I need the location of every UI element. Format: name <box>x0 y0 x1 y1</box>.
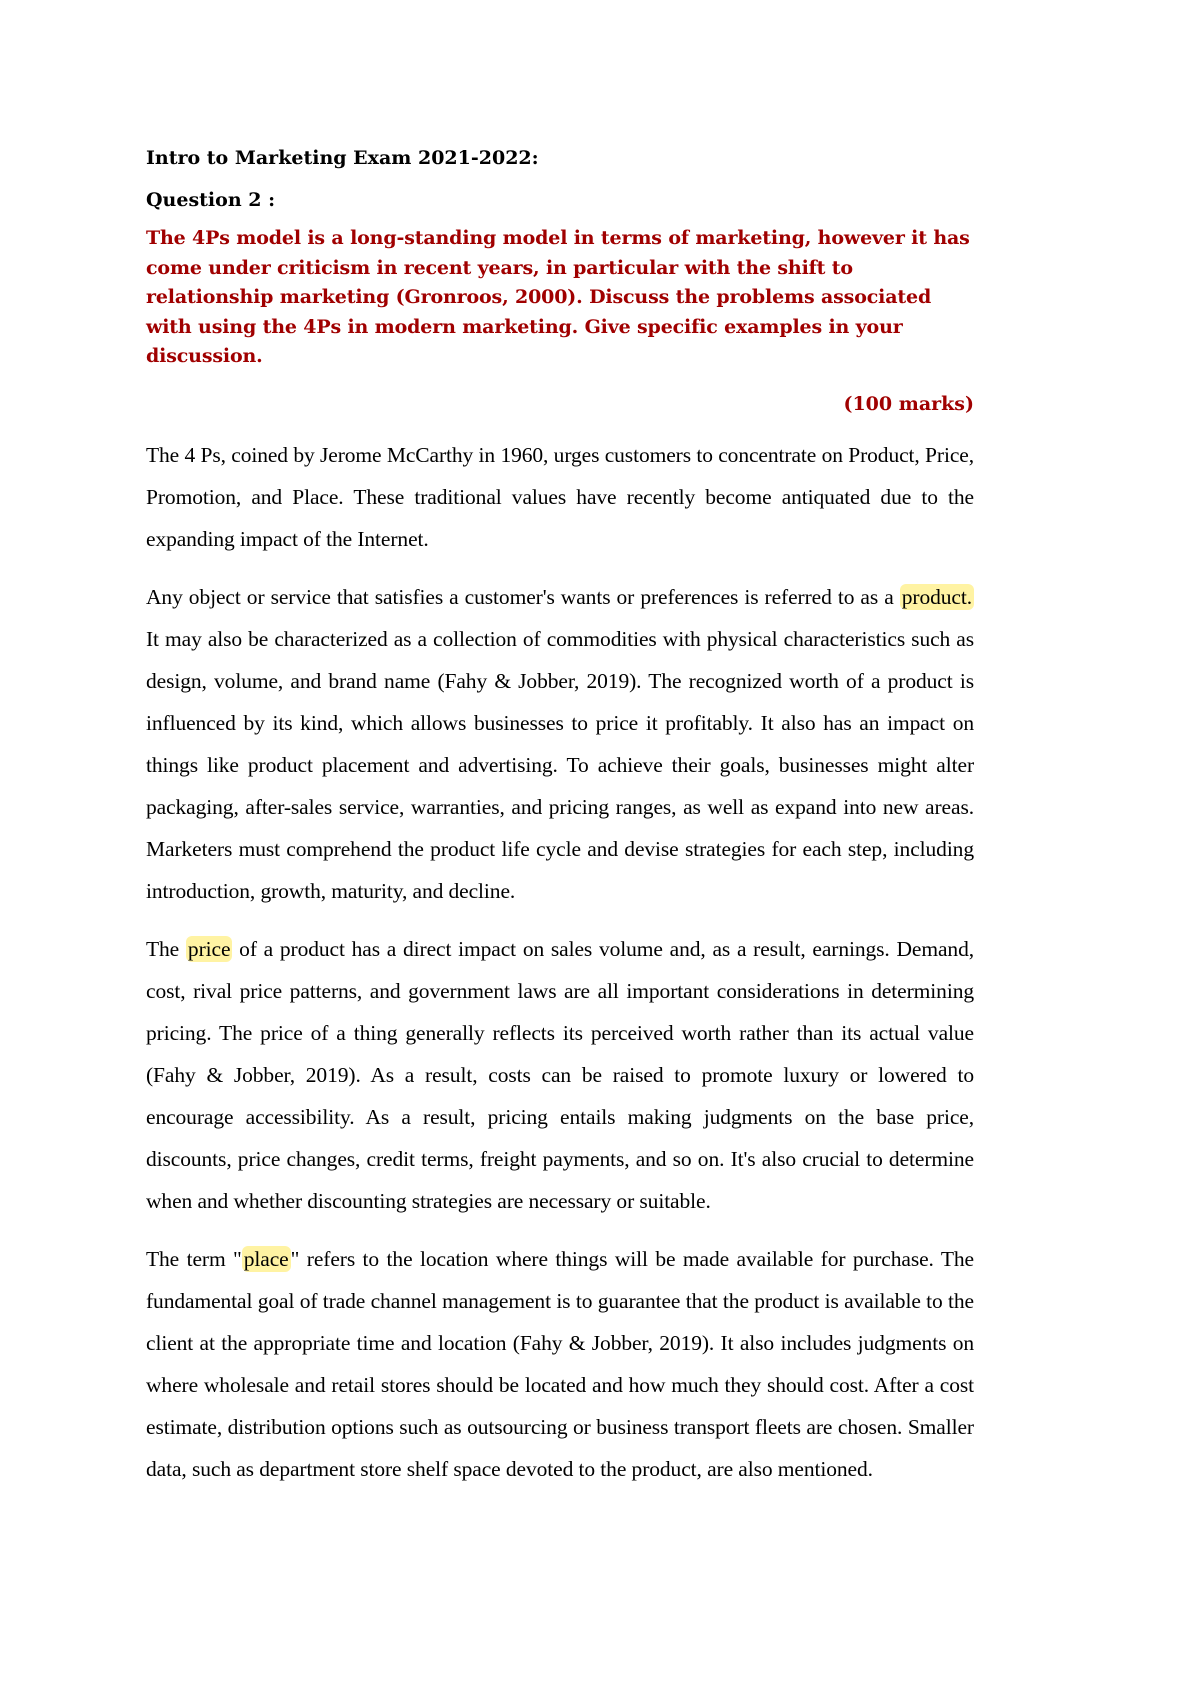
question-prompt: The 4Ps model is a long-standing model in terms of marketing, however it has come under criticism in recent years, in particular with the shift to relationship marketing (Gronroos, 2000). Discuss the problems associated with using the 4Ps in modern marketing. Give specific examples in your discussion. <box>146 227 970 367</box>
question-label: Question 2 : <box>146 189 276 211</box>
product-paragraph <box>146 576 974 912</box>
product-text-before: Any object or service that satisfies a customer's wants or preferences is referred to as a <box>146 584 900 609</box>
document-title: Intro to Marketing Exam 2021-2022: <box>146 147 539 169</box>
intro-paragraph: The 4 Ps, coined by Jerome McCarthy in 1960, urges customers to concentrate on Product, Price, Promotion, and Place. These traditional values have recently become antiquated due to the expanding impact of the Internet. <box>146 442 974 551</box>
place-text-after: " refers to the location where things will be made available for purchase. The fundamental goal of trade channel management is to guarantee that the product is available to the client at the appropriate time and location (Fahy & Jobber, 2019). It also includes judgments on where wholesale and retail stores should be located and how much they should cost. After a cost estimate, distribution options such as outsourcing or business transport fleets are chosen. Smaller data, such as department store shelf space devoted to the product, are also mentioned. <box>146 1246 975 1481</box>
product-text-after: It may also be characterized as a collection of commodities with physical characteristics such as design, volume, and brand name (Fahy & Jobber, 2019). The recognized worth of a product is influenced by its kind, which allows businesses to price it profitably. It also has an impact on things like product placement and advertising. To achieve their goals, businesses might alter packaging, after-sales service, warranties, and pricing ranges, as well as expand into new areas. Marketers must comprehend the product life cycle and devise strategies for each step, including introduction, growth, maturity, and decline. <box>146 626 974 903</box>
product-highlight: product. <box>901 584 972 609</box>
price-paragraph <box>146 928 974 1222</box>
price-text-after: of a product has a direct impact on sales volume and, as a result, earnings. Demand, cost, rival price patterns, and government laws are all important considerations in determining pricing. The price of a thing generally reflects its perceived worth rather than its actual value (Fahy & Jobber, 2019). As a result, costs can be raised to promote luxury or lowered to encourage accessibility. As a result, pricing entails making judgments on the base price, discounts, price changes, credit terms, freight payments, and so on. It's also crucial to determine when and whether discounting strategies are necessary or suitable. <box>146 936 975 1213</box>
place-paragraph <box>146 1238 974 1490</box>
price-highlight: price <box>187 936 231 961</box>
place-text-before: The term " <box>146 1246 242 1271</box>
place-highlight: place <box>243 1246 289 1271</box>
marks-label: (100 marks) <box>843 392 974 415</box>
price-text-before: The <box>146 936 186 961</box>
